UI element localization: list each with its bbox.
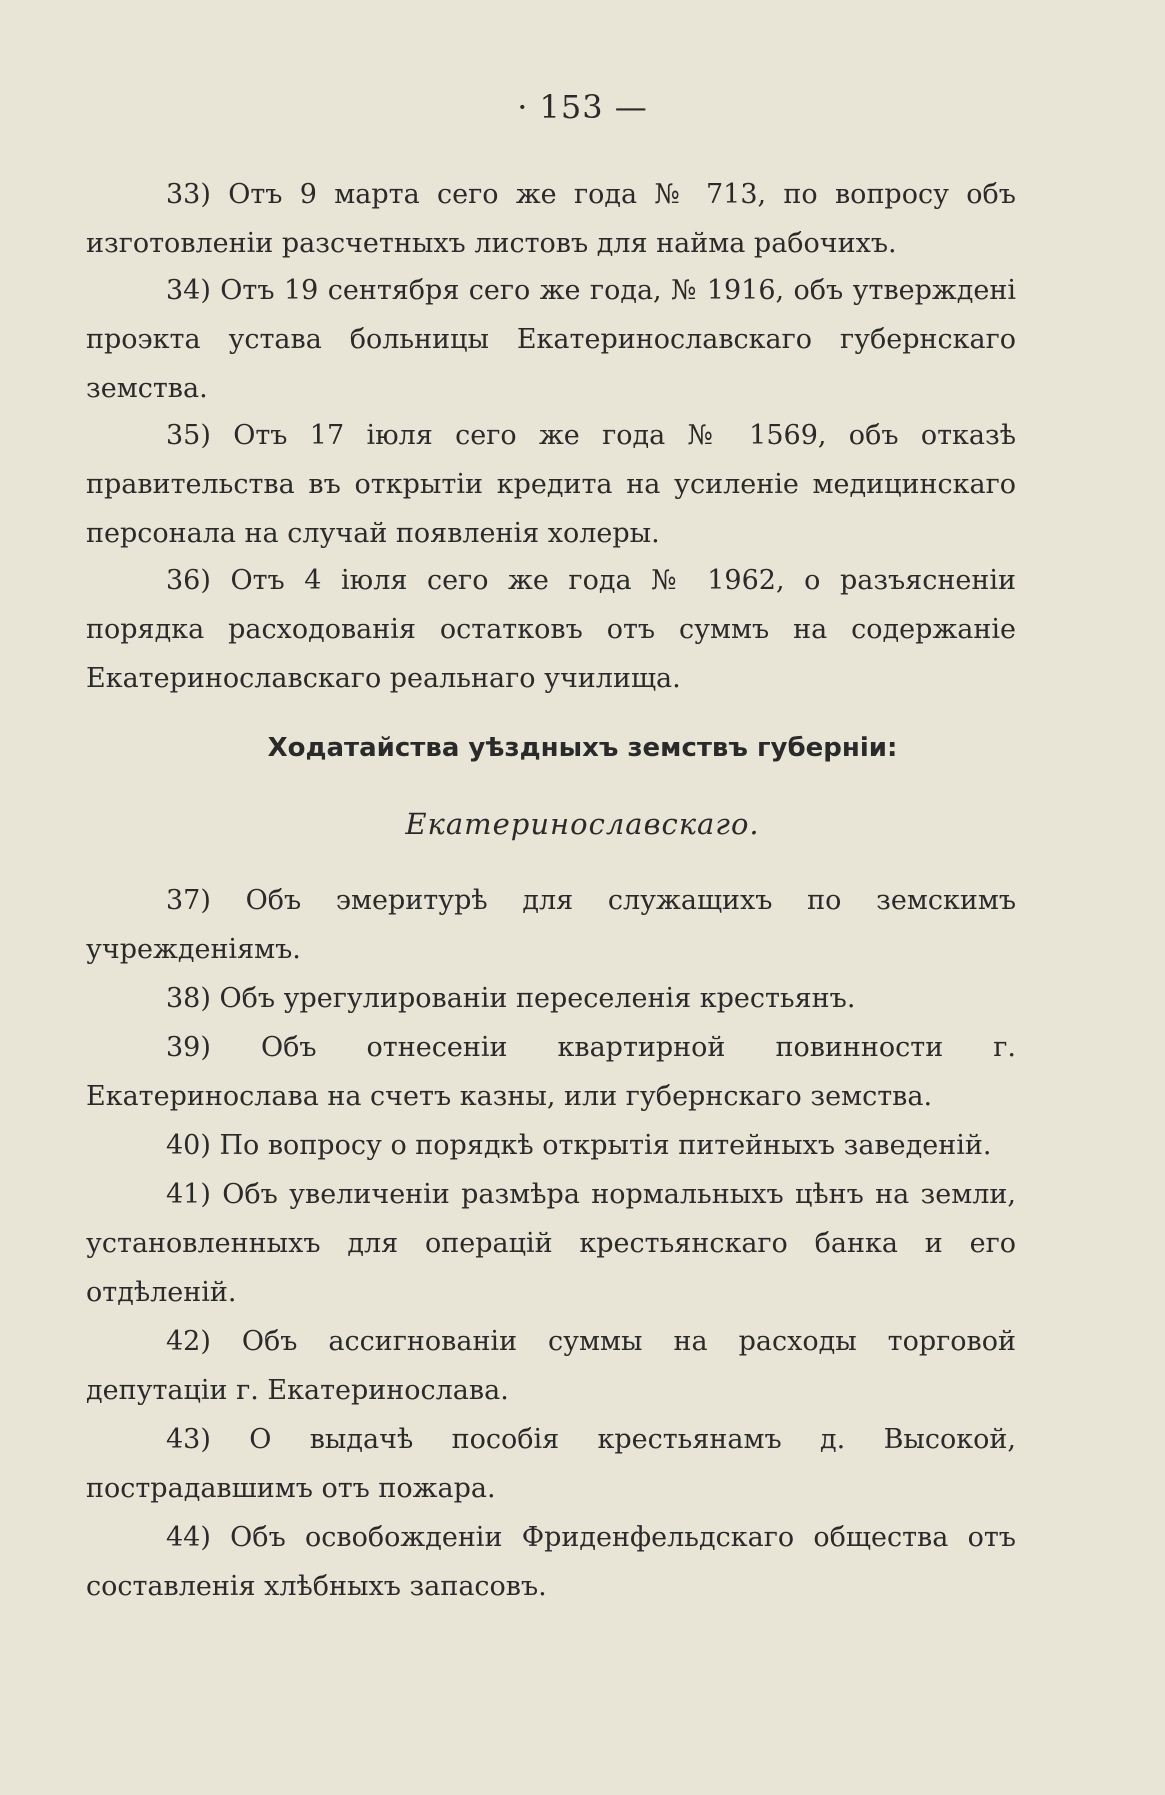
paragraph-item-38: 38) Объ урегулированіи переселенія крестьянъ. bbox=[166, 983, 856, 1014]
paragraph-item-33: 33) Отъ 9 марта сего же года № 713, по вопросу объ изготовленіи разсчетныхъ листовъ для найма рабочихъ. bbox=[86, 179, 1016, 259]
page-number: · 153 — bbox=[517, 88, 648, 126]
paragraph-item-36: 36) Отъ 4 іюля сего же года № 1962, о разъясненіи порядка расходованія остатковъ отъ суммъ на содержаніе Екатеринославскаго реальнаго училища. bbox=[86, 565, 1016, 694]
paragraph-item-37: 37) Объ эмеритурѣ для служащихъ по земскимъ учрежденіямъ. bbox=[86, 885, 1016, 965]
items-block-a bbox=[86, 170, 1016, 703]
paragraph-item-40: 40) По вопросу о порядкѣ открытія питейныхъ заведеній. bbox=[166, 1130, 992, 1161]
paragraph-item-35: 35) Отъ 17 іюля сего же года № 1569, объ отказѣ правительства въ открытіи кредита на усиленіе медицинскаго персонала на случай появленія холеры. bbox=[86, 420, 1016, 549]
items-block-b bbox=[86, 876, 1016, 1611]
paragraph-item-42: 42) Объ ассигнованіи суммы на расходы торговой депутаціи г. Екатеринослава. bbox=[86, 1326, 1016, 1406]
paragraph-item-43: 43) О выдачѣ пособія крестьянамъ д. Высокой, пострадавшимъ отъ пожара. bbox=[86, 1424, 1016, 1504]
paragraph-item-44: 44) Объ освобожденіи Фриденфельдскаго общества отъ составленія хлѣбныхъ запасовъ. bbox=[86, 1522, 1016, 1602]
paragraph-item-41: 41) Объ увеличеніи размѣра нормальныхъ цѣнъ на земли, установленныхъ для операцій крестьянскаго банка и его отдѣленій. bbox=[86, 1179, 1016, 1308]
section-heading: Ходатайства уѣздныхъ земствъ губерніи: bbox=[267, 733, 898, 763]
paragraph-item-39: 39) Объ отнесеніи квартирной повинности г. Екатеринослава на счетъ казны, или губернскаго земства. bbox=[86, 1032, 1016, 1112]
section-subheading: Екатеринославскаго. bbox=[405, 807, 760, 841]
paragraph-item-34: 34) Отъ 19 сентября сего же года, № 1916, объ утверждені проэкта устава больницы Екатеринославскаго губернскаго земства. bbox=[86, 275, 1016, 404]
